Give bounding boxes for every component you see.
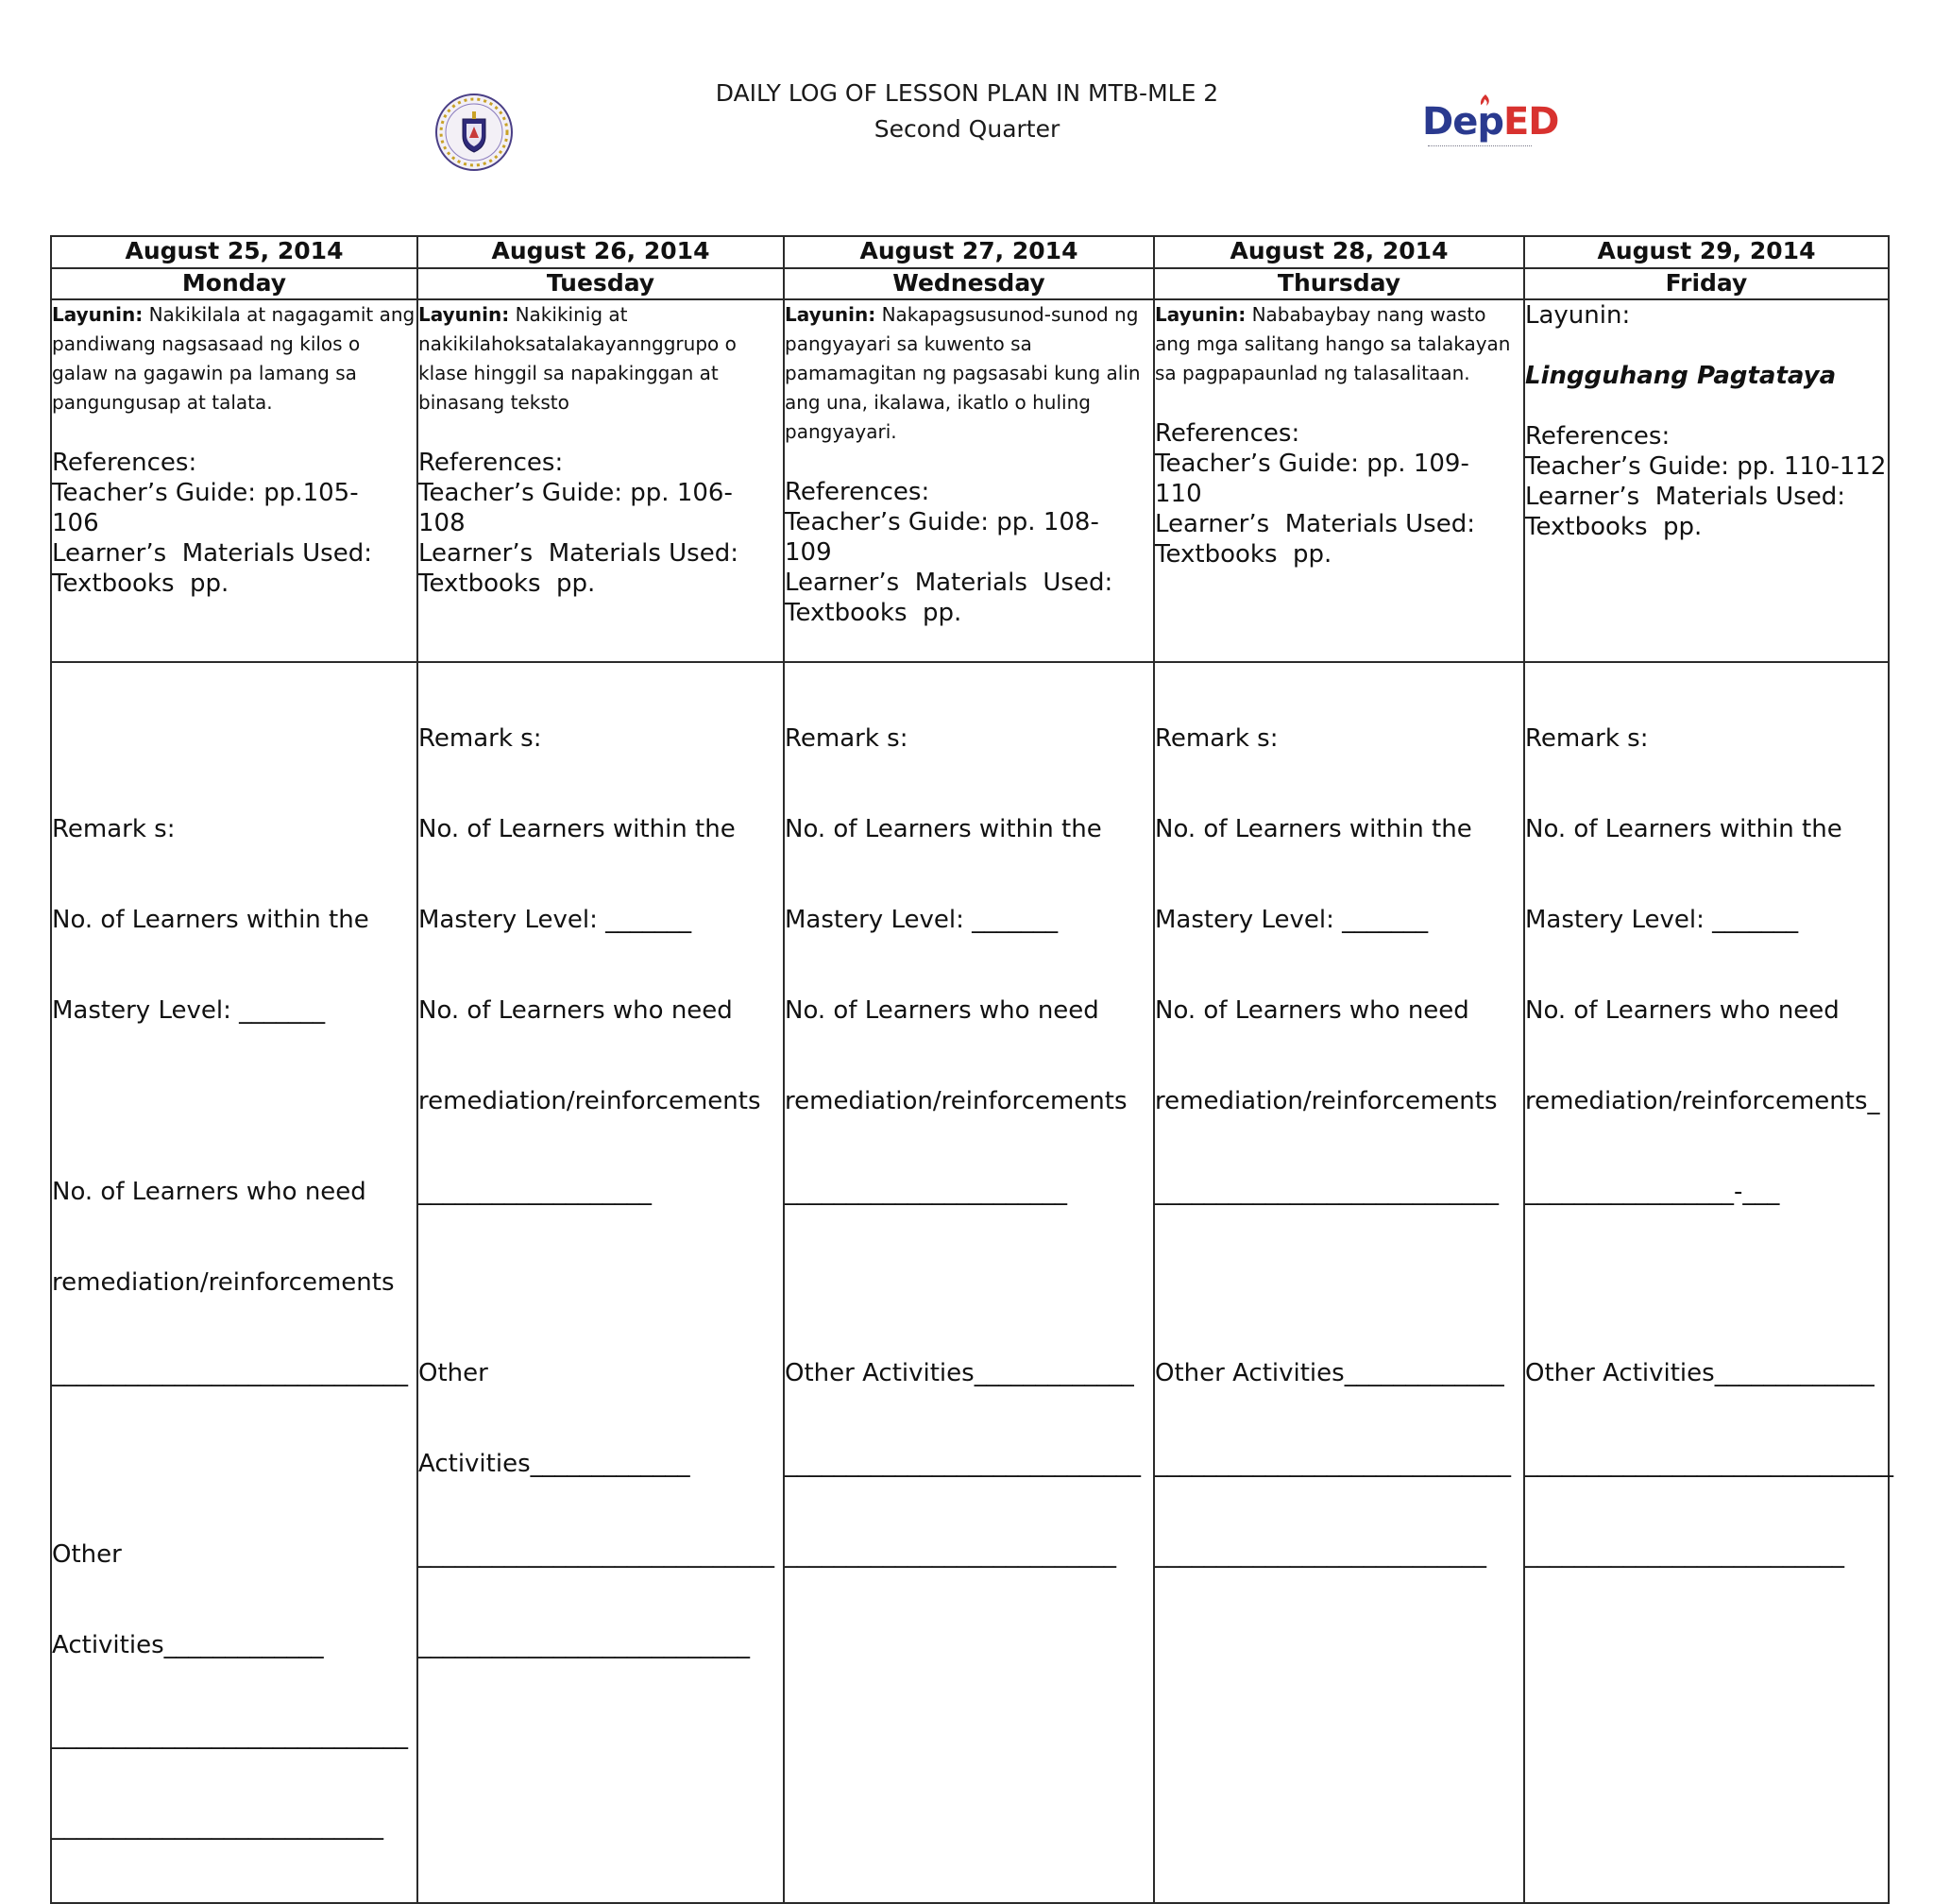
references-line: Learner’s Materials Used: xyxy=(785,569,1113,597)
remarks-line: No. of Learners within the xyxy=(52,906,369,934)
remarks-line: remediation/reinforcements xyxy=(1155,1087,1498,1115)
date-header: August 27, 2014 xyxy=(784,236,1154,268)
remarks-line: Mastery Level: _______ xyxy=(785,906,1059,934)
remarks-line xyxy=(1525,1267,1888,1298)
remarks-line: Remark s: xyxy=(785,724,908,753)
references-line: Teacher’s Guide: pp. 110-112 xyxy=(1525,452,1887,481)
references-line: Teacher’s Guide: pp. 108- xyxy=(785,508,1099,536)
remarks-block xyxy=(785,663,1153,1630)
remarks-line: Remark s: xyxy=(52,815,176,843)
objective-text: Layunin: Nakapagsusunod-sunod ng pangyayari sa kuwento sa pamamagitan ng pagsasabi kung alin ang una, ikalawa, ikatlo o huling pangyayari. xyxy=(785,303,1141,443)
objective-cell xyxy=(51,299,417,662)
objective-text: Layunin: Nakikilala at nagagamit ang pandiwang nagsasaad ng kilos o galaw na gagawin pa lamang sa pangungusap at talata. xyxy=(52,303,416,414)
references-line: Teacher’s Guide: pp. 109- xyxy=(1155,450,1469,478)
remarks-line: No. of Learners within the xyxy=(785,815,1102,843)
objective-cell xyxy=(784,299,1154,662)
logo-subtext xyxy=(1428,145,1532,152)
day-header: Tuesday xyxy=(417,268,784,299)
references-line: References: xyxy=(1525,422,1671,450)
remarks-line: Remark s: xyxy=(1155,724,1279,753)
references-block xyxy=(785,477,1153,628)
remarks-line: ____________________________ xyxy=(1155,1178,1499,1206)
references-line: 110 xyxy=(1155,480,1202,508)
remarks-line: remediation/reinforcements_ xyxy=(1525,1087,1880,1115)
remarks-line: ______________________________ xyxy=(1525,1450,1893,1478)
references-line: References: xyxy=(52,449,197,477)
torch-flame-icon xyxy=(1475,93,1496,113)
references-line: References: xyxy=(785,478,930,506)
objective-cell xyxy=(1154,299,1524,662)
day-header: Wednesday xyxy=(784,268,1154,299)
remarks-line: Mastery Level: _______ xyxy=(418,906,692,934)
objective-label: Layunin: xyxy=(52,303,144,326)
references-line: Textbooks pp. xyxy=(418,570,596,598)
references-block xyxy=(52,448,416,599)
remarks-block xyxy=(52,663,416,1902)
remarks-block xyxy=(418,663,783,1721)
remarks-line: Other Activities_____________ xyxy=(1525,1359,1875,1387)
remarks-line: No. of Learners who need xyxy=(418,996,733,1025)
references-line: 108 xyxy=(418,509,466,537)
remarks-row xyxy=(51,662,1889,1903)
remarks-line xyxy=(52,1086,416,1116)
remarks-block xyxy=(1155,663,1523,1630)
remarks-line: _______________________ xyxy=(785,1178,1067,1206)
remarks-line: __________________________ xyxy=(1525,1540,1844,1569)
references-line: 106 xyxy=(52,509,99,537)
objective-cell xyxy=(1524,299,1889,662)
remarks-line: ___________________ xyxy=(418,1178,652,1206)
remarks-line: _____________________________ xyxy=(785,1450,1141,1478)
objective-label: Layunin: xyxy=(1525,301,1631,330)
remarks-line: Mastery Level: _______ xyxy=(1155,906,1429,934)
date-header: August 25, 2014 xyxy=(51,236,417,268)
objective-label: Layunin: xyxy=(1155,303,1247,326)
date-header: August 28, 2014 xyxy=(1154,236,1524,268)
remarks-cell xyxy=(1154,662,1524,1903)
references-line: Teacher’s Guide: pp. 106- xyxy=(418,479,733,507)
logo-dep-text: Dep xyxy=(1422,100,1503,144)
objective-text: Layunin: Nababaybay nang wasto ang mga salitang hango sa talakayan sa pagpapaunlad ng talasalitaan. xyxy=(1155,303,1511,384)
remarks-line: No. of Learners within the xyxy=(1155,815,1472,843)
remarks-line: Activities_____________ xyxy=(52,1631,324,1659)
document-title: DAILY LOG OF LESSON PLAN IN MTB-MLE 2 xyxy=(715,79,1219,107)
remarks-cell xyxy=(1524,662,1893,1903)
remarks-line: Other xyxy=(418,1359,488,1387)
remarks-cell xyxy=(417,662,784,1903)
references-line: References: xyxy=(1155,419,1300,448)
remarks-line xyxy=(785,1267,1153,1298)
lesson-plan-table xyxy=(50,235,1893,1904)
day-header: Thursday xyxy=(1154,268,1524,299)
remarks-line: Activities_____________ xyxy=(418,1450,690,1478)
remarks-line: _____________________________ xyxy=(52,1359,408,1387)
date-header-row xyxy=(51,236,1889,268)
remarks-line: _____________________________ xyxy=(52,1722,408,1750)
references-block xyxy=(418,448,783,599)
remarks-cell xyxy=(784,662,1154,1903)
objective-text: Layunin: Nakikinig at nakikilahoksatalakayannggrupo o klase hinggil sa napakinggan at binasang teksto xyxy=(418,303,737,414)
remarks-line: No. of Learners who need xyxy=(52,1178,366,1206)
remarks-line xyxy=(52,1449,416,1479)
remarks-line: Other xyxy=(52,1540,122,1569)
date-header: August 26, 2014 xyxy=(417,236,784,268)
objective-label: Layunin: xyxy=(418,303,510,326)
remarks-line: No. of Learners within the xyxy=(1525,815,1842,843)
remarks-line: No. of Learners who need xyxy=(1155,996,1469,1025)
remarks-line: No. of Learners who need xyxy=(785,996,1099,1025)
remarks-block xyxy=(1525,663,1893,1630)
day-header-row xyxy=(51,268,1889,299)
remarks-line: Other Activities_____________ xyxy=(1155,1359,1504,1387)
references-line: Learner’s Materials Used: xyxy=(1155,510,1475,538)
remarks-line: No. of Learners within the xyxy=(418,815,736,843)
references-line: Textbooks pp. xyxy=(785,599,962,627)
day-header: Friday xyxy=(1524,268,1889,299)
remarks-line: remediation/reinforcements xyxy=(52,1268,395,1297)
weekly-assessment-title: Lingguhang Pagtataya xyxy=(1525,362,1837,390)
remarks-line: remediation/reinforcements xyxy=(418,1087,761,1115)
remarks-cell xyxy=(51,662,417,1903)
date-header: August 29, 2014 xyxy=(1524,236,1889,268)
references-line: Textbooks pp. xyxy=(1155,540,1332,569)
remarks-line: Remark s: xyxy=(418,724,542,753)
remarks-line: remediation/reinforcements xyxy=(785,1087,1128,1115)
references-line: Textbooks pp. xyxy=(52,570,229,598)
deped-seal-icon xyxy=(433,93,515,172)
references-line: Teacher’s Guide: pp.105- xyxy=(52,479,359,507)
references-block xyxy=(1155,418,1523,570)
remarks-line: No. of Learners who need xyxy=(1525,996,1840,1025)
remarks-line xyxy=(418,1267,783,1298)
references-line: Learner’s Materials Used: xyxy=(418,539,738,568)
remarks-line xyxy=(52,723,416,754)
references-line: Learner’s Materials Used: xyxy=(52,539,372,568)
objectives-row xyxy=(51,299,1889,662)
deped-logo xyxy=(1422,93,1559,161)
day-header: Monday xyxy=(51,268,417,299)
references-line: 109 xyxy=(785,538,832,567)
references-block xyxy=(1525,421,1888,542)
document-subtitle: Second Quarter xyxy=(874,115,1060,143)
remarks-line: ___________________________ xyxy=(785,1540,1116,1569)
document-header xyxy=(0,76,1934,147)
remarks-line: ___________________________ xyxy=(418,1631,750,1659)
references-line: References: xyxy=(418,449,564,477)
remarks-line: Mastery Level: _______ xyxy=(1525,906,1799,934)
remarks-line: _____________________________ xyxy=(1155,1450,1511,1478)
objective-cell xyxy=(417,299,784,662)
remarks-line: ___________________________ xyxy=(1155,1540,1486,1569)
remarks-line: Mastery Level: _______ xyxy=(52,996,326,1025)
objective-label: Layunin: xyxy=(785,303,876,326)
references-line: Learner’s Materials Used: xyxy=(1525,483,1845,511)
logo-ed-text: ED xyxy=(1502,100,1559,144)
remarks-line: ___________________________ xyxy=(52,1812,383,1841)
remarks-line: _________________-___ xyxy=(1525,1178,1780,1206)
remarks-line: Remark s: xyxy=(1525,724,1649,753)
remarks-line: _____________________________ xyxy=(418,1540,774,1569)
references-line: Textbooks pp. xyxy=(1525,513,1703,541)
remarks-line: Other Activities_____________ xyxy=(785,1359,1134,1387)
remarks-line xyxy=(1155,1267,1523,1298)
